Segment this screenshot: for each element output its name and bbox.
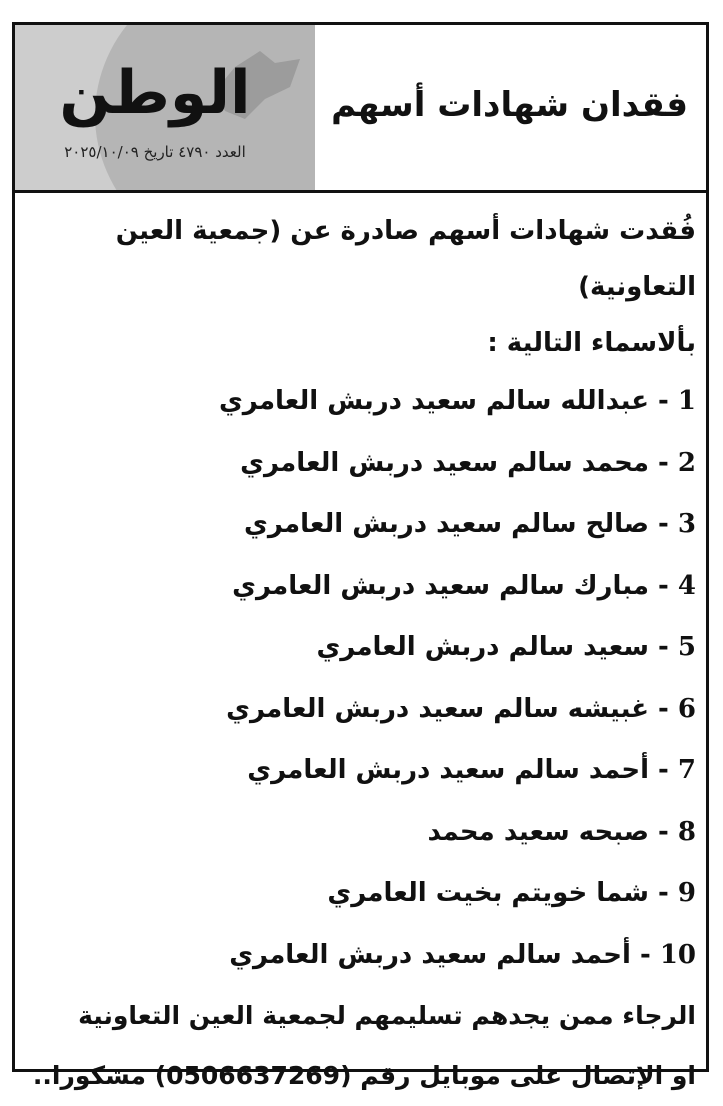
item-name: أحمد سالم سعيد دربش العامري [247,755,649,785]
item-separator: - [630,939,660,970]
item-name: صالح سالم سعيد دربش العامري [244,509,649,539]
item-name: شما خويتم بخيت العامري [327,878,649,908]
item-name: سعيد سالم دربش العامري [316,632,649,662]
item-name: صبحه سعيد محمد [427,816,649,847]
item-number: 7 [677,755,696,785]
item-name: مبارك سالم سعيد دربش العامري [232,570,649,601]
ad-headline: فقدان شهادات أسهم [331,85,688,125]
item-name: محمد سالم سعيد دربش العامري [240,447,649,478]
intro-line-2: بألاسماء التالية : [487,328,696,358]
ad-header [15,25,706,193]
closing-line-2: او الإتصال على موبايل رقم (0506637269) مشكورا.. [32,1061,696,1090]
intro-line-1: فُقدت شهادات أسهم صادرة عن (جمعية العين التعاونية) [115,216,696,302]
item-separator: - [649,509,678,539]
masthead [15,25,315,190]
newspaper-logo: الوطن [59,58,251,128]
ad-body [25,203,696,1106]
list-item [25,371,696,433]
item-number: 6 [677,693,696,724]
item-number: 5 [677,632,696,662]
issue-info: العدد ٤٧٩٠ تاريخ ٢٠٢٥/١٠/٠٩ [64,143,246,161]
item-number: 4 [677,570,696,601]
item-separator: - [649,632,678,662]
item-separator: - [649,816,678,847]
item-name: عبدالله سالم سعيد دربش العامري [218,386,649,416]
item-name: أحمد سالم سعيد دربش العامري [229,939,631,970]
item-separator: - [649,447,678,478]
closing-line-1: الرجاء ممن يجدهم تسليمهم لجمعية العين التعاونية [78,1001,696,1030]
item-number: 8 [677,816,696,847]
item-number: 10 [659,939,696,970]
list-item [25,863,696,925]
ad-frame [12,22,709,1090]
item-separator: - [649,693,678,724]
item-number: 3 [677,509,696,539]
list-item [25,556,696,618]
item-name: غبيشه سالم سعيد دربش العامري [226,693,649,724]
list-item [25,433,696,495]
list-item [25,925,696,987]
item-separator: - [649,386,678,416]
list-item [25,802,696,864]
item-number: 2 [677,447,696,478]
item-separator: - [649,878,678,908]
list-item [25,679,696,741]
item-number: 9 [677,878,696,908]
item-separator: - [649,755,678,785]
list-item [25,494,696,556]
list-item [25,617,696,679]
names-list [25,371,696,986]
list-item [25,740,696,802]
item-number: 1 [677,386,696,416]
item-separator: - [649,570,678,601]
